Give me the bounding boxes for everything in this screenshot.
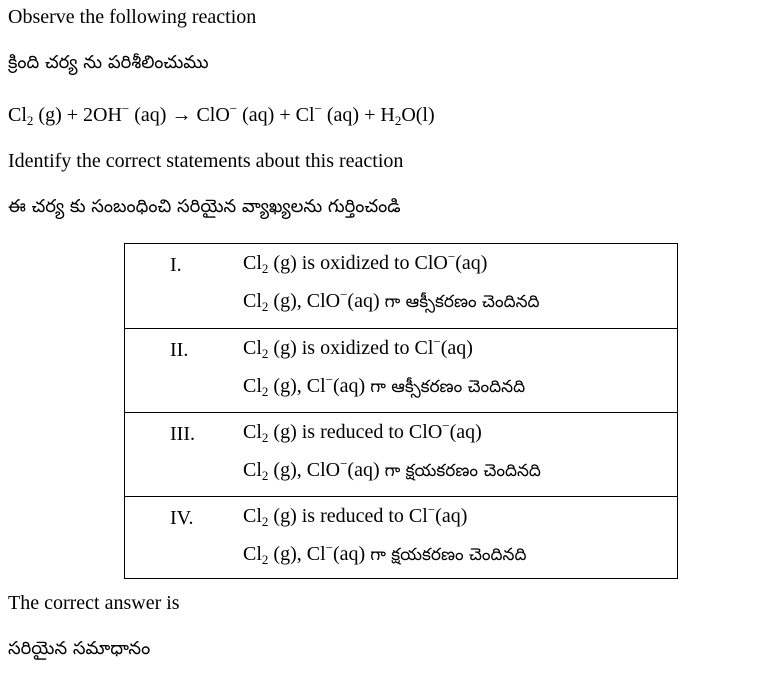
eq-state-l: (l) — [415, 104, 435, 126]
statement-row — [125, 244, 677, 328]
statement-telugu: $Cl_2$ (g), ClO−(aq) గా ఆక్సీకరణం చెందినది — [243, 287, 540, 314]
answer-english: The correct answer is — [8, 592, 180, 614]
statements-table — [124, 243, 678, 579]
statement-number: II. — [170, 339, 189, 361]
answer-telugu: సరియైన సమాధానం — [8, 638, 151, 659]
statement-row — [125, 496, 677, 580]
eq-hypochlorite: ClO− — [196, 101, 238, 126]
identify-telugu: ఈ చర్య కు సంబంధించి సరియైన వ్యాఖ్యలను గుర్తించండి — [8, 196, 401, 217]
eq-state-aq: (aq) — [242, 104, 275, 126]
eq-plus: + — [364, 104, 376, 126]
observe-english: Observe the following reaction — [8, 6, 257, 28]
identify-english: Identify the correct statements about this reaction — [8, 150, 404, 172]
statement-row — [125, 328, 677, 412]
eq-chloride: Cl− — [295, 101, 322, 126]
statement-number: IV. — [170, 507, 194, 529]
eq-plus: + — [279, 104, 291, 126]
statement-english: $Cl_2$ (g) is oxidized to ClO−(aq) — [243, 249, 488, 276]
statement-english: $Cl_2$ (g) is oxidized to Cl−(aq) — [243, 334, 473, 361]
eq-water: $H_2O$ — [380, 104, 416, 128]
statement-telugu: $Cl_2$ (g), ClO−(aq) గా క్షయకరణం చెందినది — [243, 456, 541, 483]
statement-english: $Cl_2$ (g) is reduced to Cl−(aq) — [243, 502, 468, 529]
eq-arrow: → — [171, 104, 192, 126]
statement-row — [125, 412, 677, 496]
statement-english: $Cl_2$ (g) is reduced to ClO−(aq) — [243, 418, 482, 445]
observe-telugu: క్రింది చర్య ను పరిశీలించుము — [8, 52, 209, 73]
eq-cl2: $Cl_2$ — [8, 104, 34, 128]
statement-telugu: $Cl_2$ (g), Cl−(aq) గా క్షయకరణం చెందినది — [243, 540, 527, 567]
eq-state-aq: (aq) — [134, 104, 167, 126]
statement-number: I. — [170, 254, 182, 276]
eq-plus: + — [66, 104, 79, 126]
reaction-equation — [8, 101, 435, 128]
statement-number: III. — [170, 423, 195, 445]
eq-hydroxide: 2OH− — [83, 101, 130, 126]
eq-state-g: (g) — [38, 104, 62, 126]
statement-telugu: $Cl_2$ (g), Cl−(aq) గా ఆక్సీకరణం చెందినది — [243, 372, 526, 399]
eq-state-aq: (aq) — [326, 104, 360, 126]
